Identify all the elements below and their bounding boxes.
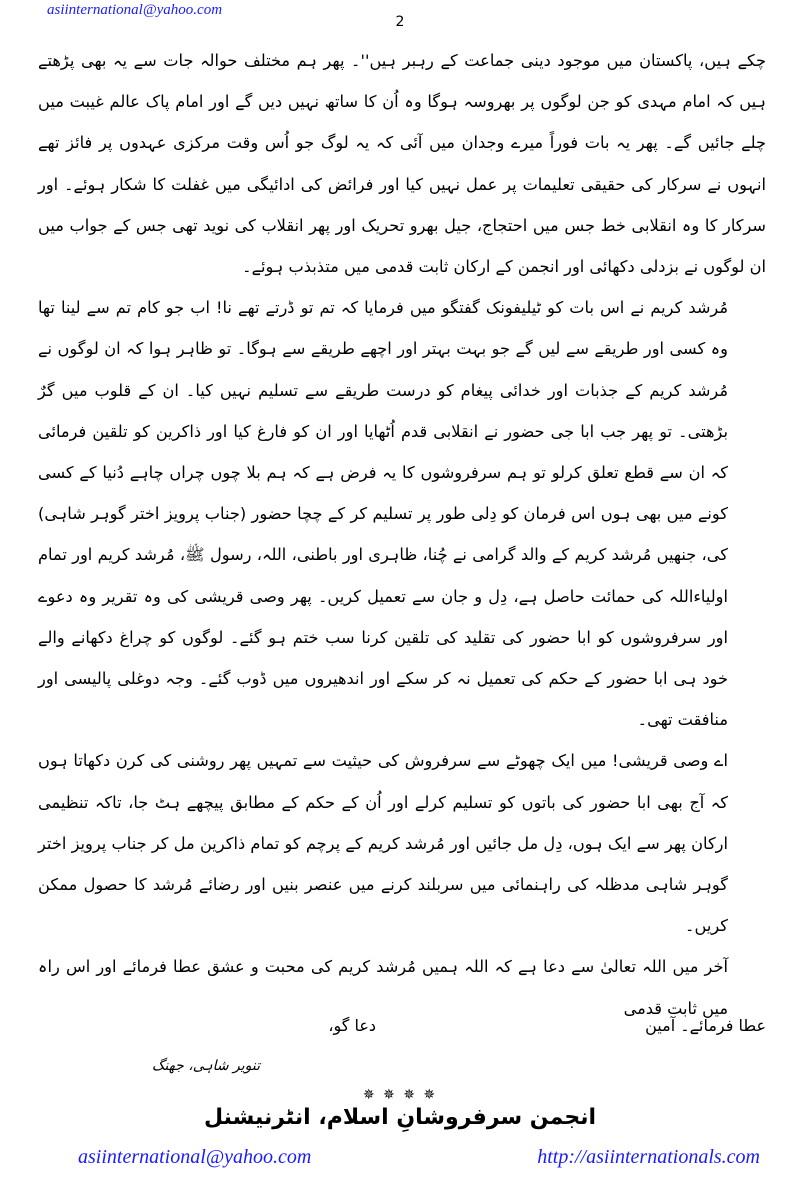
article-body [38,40,766,1029]
paragraph-3: اے وصی قریشی! میں ایک چھوٹے سے سرفروش کی حیثیت سے تمہیں پھر روشنی کی کرن دکھاتا ہوں کہ آج بھی ابا حضور کی باتوں کو تسلیم کرلے اور اُن کے حکم کے مطابق پیچھے ہٹ جا، تاکہ تنظیمی ارکان پھر سے ایک ہوں، دِل مل جائیں اور مُرشد کریم کے پرچم کو تمام ذاکرین مل کر جناب پرویز اختر گوہر شاہی مدظلہ کی راہنمائی میں سربلند کرنے میں عنصر بنیں اور رضائے مُرشد کا حصول ممکن کریں۔ [38,751,728,936]
signature: تنویر شاہی، جھنگ [151,1058,260,1074]
paragraph-4: آخر میں اللہ تعالیٰ سے دعا ہے کہ اللہ ہمیں مُرشد کریم کی محبت و عشق عطا فرمائے اور اس راہ میں ثابت قدمی [38,957,728,1018]
organization-name: انجمن سرفروشانِ اسلام، انٹرنیشنل [203,1105,596,1130]
paragraph-1: چکے ہیں، پاکستان میں موجود دینی جماعت کے رہبر ہیں''۔ پھر ہم مختلف حوالہ جات سے یہ بھی پڑھتے ہیں کہ امام مہدی کو جن لوگوں پر بھروسہ ہوگا وہ اُن کا ساتھ نہیں دیں گے اور امام پاک عالم غیبت میں چلے جائیں گے۔ پھر یہ بات فوراً میرے وجدان میں آئی کہ یہ لوگ جو اُس وقت مرکزی عہدوں پر فائز تھے انہوں نے سرکار کی حقیقی تعلیمات پر عمل نہیں کیا اور فرائض کی ادائیگی میں غفلت کا شکار ہوئے۔ اور سرکار کا وہ انقلابی خط جس میں احتجاج، جیل بھرو تحریک اور پھر انقلاب کی نوید تھی جس کے جواب میں ان لوگوں نے بزدلی دکھائی اور انجمن کے ارکان ثابت قدمی میں متذبذب ہوئے۔ [38,51,766,277]
header-email-link[interactable]: asiinternational@yahoo.com [47,2,223,18]
closing-dua-go: دعا گو، [328,1016,376,1035]
footer-website-link[interactable]: http://asiinternationals.com [537,1146,760,1168]
footer-email-link[interactable]: asiinternational@yahoo.com [78,1146,312,1168]
closing-ameen: عطا فرمائے۔ آمین [645,1016,766,1035]
closing-row [38,1008,766,1042]
ornament-divider-icon: ✵ ✵ ✵ ✵ [362,1087,438,1103]
paragraph-2: مُرشد کریم نے اس بات کو ٹیلیفونک گفتگو میں فرمایا کہ تم تو ڈرتے تھے نا! اب جو کام تم سے لینا تھا وہ کسی اور طریقے سے لیں گے جو بہت بہتر اور اچھے طریقے سے ہوگا۔ تو ظاہر ہوا کہ ان لوگوں نے مُرشد کریم کے جذبات اور خدائی پیغام کو درست طریقے سے تسلیم نہیں کیا۔ ان کے قلوب میں گرٌ بڑھتی۔ تو پھر جب ابا جی حضور نے انقلابی قدم اُٹھایا اور ان کو فارغ کیا اور ذاکرین کو تلقین فرمائی کہ ان سے قطع تعلق کرلو تو ہم سرفروشوں کا یہ فرض ہے کہ ہم بلا چوں چراں چاہے دُنیا کے کسی کونے میں بھی ہوں اس فرمان کو دِلی طور پر تسلیم کر کے چچا حضور (جناب پرویز اختر گوہر شاہی) کی، جنھیں مُرشد کریم کے والد گرامی نے چُنا، ظاہری اور باطنی، اللہ، رسول ﷺ، مُرشد کریم اور تمام اولیاءاللہ کی حمائت حاصل ہے، دِل و جان سے تعمیل کریں۔ پھر وصی قریشی کی وہ تقریر وہ دعوے اور سرفروشوں کو ابا حضور کی تقلید کی تلقین کرنا سب ختم ہو گئے۔ لوگوں کو چراغ دکھانے والے خود ہی ابا حضور کے حکم کی تعمیل نہ کر سکے اور اندھیروں میں ڈوب گئے۔ وجہ دوغلی پالیسی اور منافقت تھی۔ [38,298,728,730]
page-number: 2 [395,14,405,30]
